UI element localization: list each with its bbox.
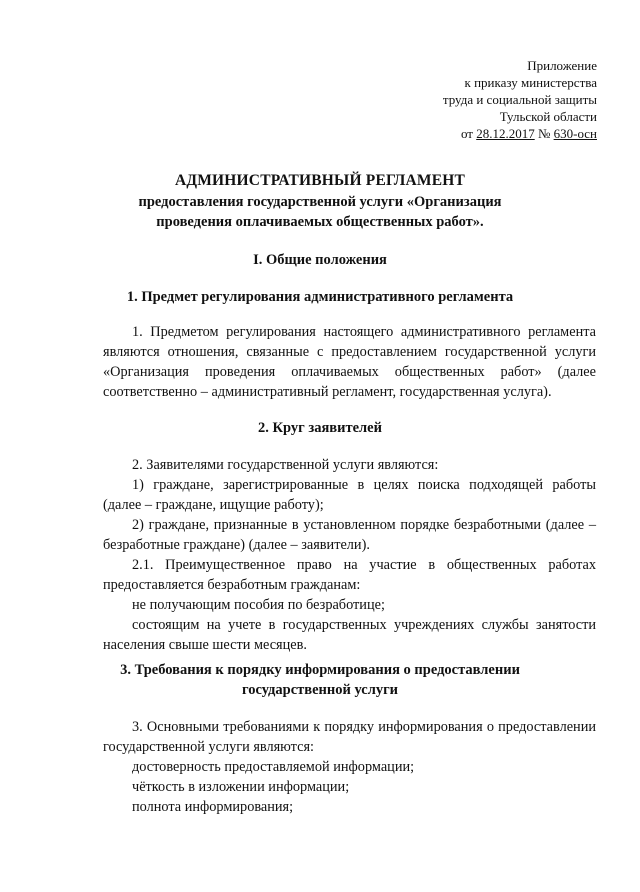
date-prefix: от: [460, 126, 477, 141]
subsection-2-body: [103, 455, 596, 655]
subsection-3-heading: [0, 660, 640, 700]
title-sub-line-2: проведения оплачиваемых общественных работ».: [156, 214, 484, 230]
section-1-heading: I. Общие положения: [253, 252, 387, 268]
number-prefix: №: [534, 126, 554, 141]
order-number: 630-осн: [553, 126, 597, 141]
paragraph-2-item-1: 1) граждане, зарегистрированные в целях поиска подходящей работы (далее – граждане, ищущие работу);: [103, 477, 596, 513]
appendix-block: [443, 57, 597, 142]
appendix-line-3: труда и социальной защиты: [442, 92, 597, 107]
subsection-1-body: [103, 322, 596, 402]
paragraph-3-item-2: чёткость в изложении информации;: [132, 779, 350, 795]
appendix-line-2: к приказу министерства: [464, 75, 597, 90]
order-date: 28.12.2017: [476, 126, 535, 141]
paragraph-3: 3. Основными требованиями к порядку информирования о предоставлении государственной услуги являются:: [103, 719, 596, 755]
subsection-3-heading-line-1: 3. Требования к порядку информирования о предоставлении: [120, 662, 520, 678]
subsection-3-heading-line-2: государственной услуги: [241, 682, 399, 698]
paragraph-2-item-2: 2) граждане, признанные в установленном порядке безработными (далее – безработные граждане) (далее – заявители).: [103, 517, 596, 553]
paragraph-3-item-1: достоверность предоставляемой информации;: [132, 759, 415, 775]
paragraph-1: 1. Предметом регулирования настоящего административного регламента являются отношения, связанные с предоставлением государственной услуги «Организация проведения оплачиваемых общественных работ» (далее соответственно – административный регламент, государственная услуга).: [103, 324, 596, 400]
paragraph-2-1-item-1: не получающим пособия по безработице;: [132, 597, 385, 613]
subsection-3-body: [103, 717, 596, 817]
title-sub-line-1: предоставления государственной услуги «Организация: [138, 194, 502, 210]
subsection-2-heading: 2. Круг заявителей: [258, 420, 382, 436]
appendix-line-1: Приложение: [527, 58, 597, 73]
paragraph-2-1: 2.1. Преимущественное право на участие в общественных работах предоставляется безработным гражданам:: [103, 557, 596, 593]
document-title: [0, 172, 640, 232]
appendix-date-line: [443, 125, 597, 142]
title-main: АДМИНИСТРАТИВНЫЙ РЕГЛАМЕНТ: [174, 172, 466, 189]
paragraph-3-item-3: полнота информирования;: [132, 799, 294, 815]
paragraph-2: 2. Заявителями государственной услуги являются:: [132, 457, 439, 473]
subsection-1-heading: 1. Предмет регулирования административного регламента: [126, 289, 514, 305]
paragraph-2-1-item-2: состоящим на учете в государственных учреждениях службы занятости населения свыше шести месяцев.: [103, 617, 596, 653]
appendix-line-4: Тульской области: [499, 109, 597, 124]
